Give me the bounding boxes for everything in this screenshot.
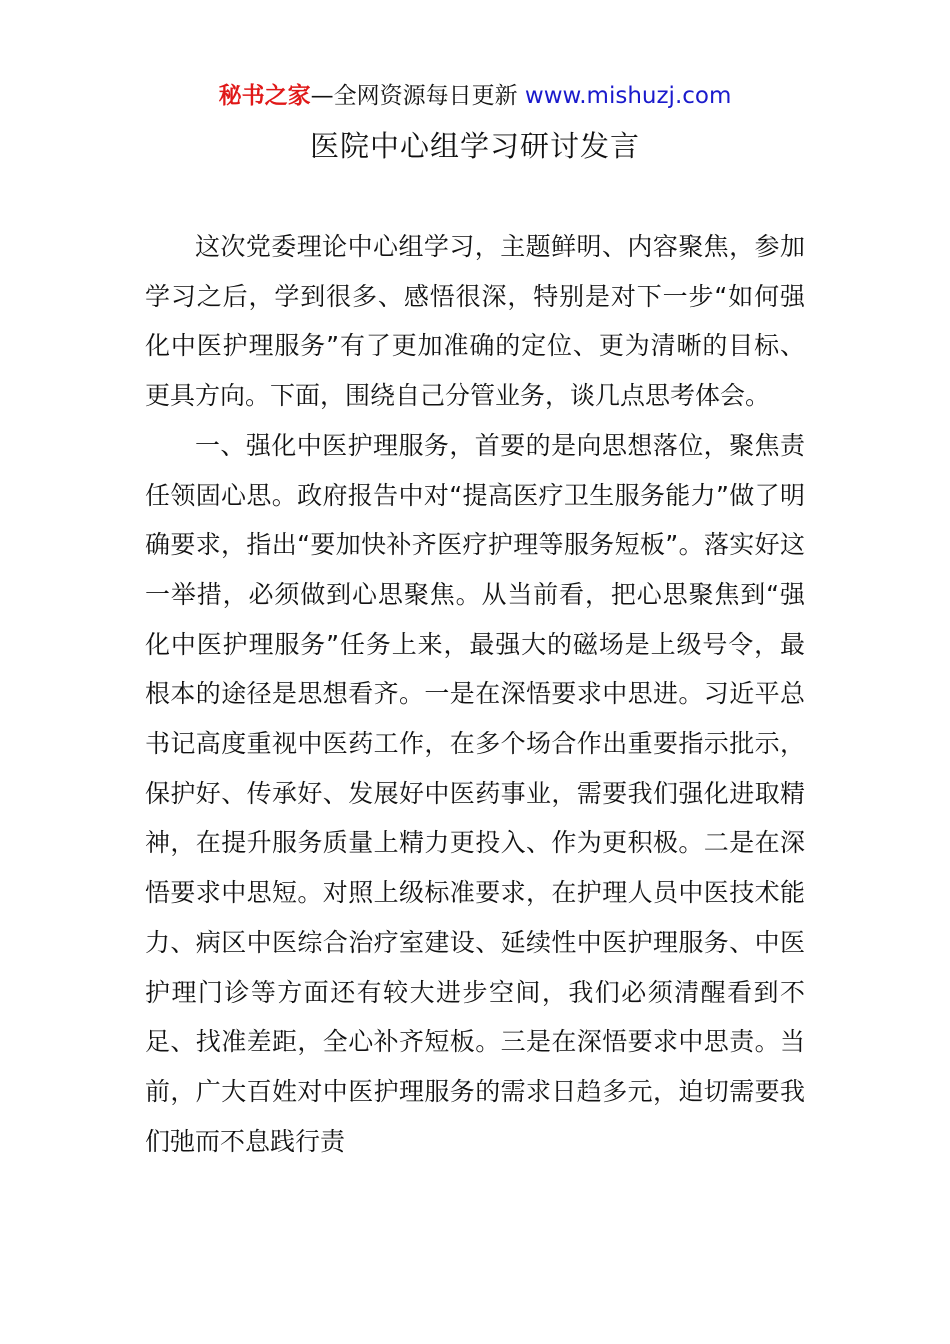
site-tagline: —全网资源每日更新 (310, 83, 518, 109)
document-body (145, 222, 805, 1166)
site-url-link[interactable]: www.mishuzj.com (524, 83, 732, 109)
site-brand: 秘书之家 (218, 83, 311, 109)
paragraph-section-one: 一、强化中医护理服务，首要的是向思想落位，聚焦责任领固心思。政府报告中对“提高医疗卫生服务能力”做了明确要求，指出“要加快补齐医疗护理等服务短板”。落实好这一举措，必须做到心思聚焦。从当前看，把心思聚焦到“强化中医护理服务”任务上来，最强大的磁场是上级号令，最根本的途径是思想看齐。一是在深悟要求中思进。习近平总书记高度重视中医药工作，在多个场合作出重要指示批示，保护好、传承好、发展好中医药事业，需要我们强化进取精神，在提升服务质量上精力更投入、作为更积极。二是在深悟要求中思短。对照上级标准要求，在护理人员中医技术能力、病区中医综合治疗室建设、延续性中医护理服务、中医护理门诊等方面还有较大进步空间，我们必须清醒看到不足、找准差距，全心补齐短板。三是在深悟要求中思责。当前，广大百姓对中医护理服务的需求日趋多元，迫切需要我们弛而不息践行责 (145, 430, 805, 1156)
paragraph-intro: 这次党委理论中心组学习，主题鲜明、内容聚焦，参加学习之后，学到很多、感悟很深，特别是对下一步“如何强化中医护理服务”有了更加准确的定位、更为清晰的目标、更具方向。下面，围绕自己分管业务，谈几点思考体会。 (145, 232, 805, 411)
document-title: 医院中心组学习研讨发言 (309, 129, 640, 163)
site-header (0, 80, 950, 112)
